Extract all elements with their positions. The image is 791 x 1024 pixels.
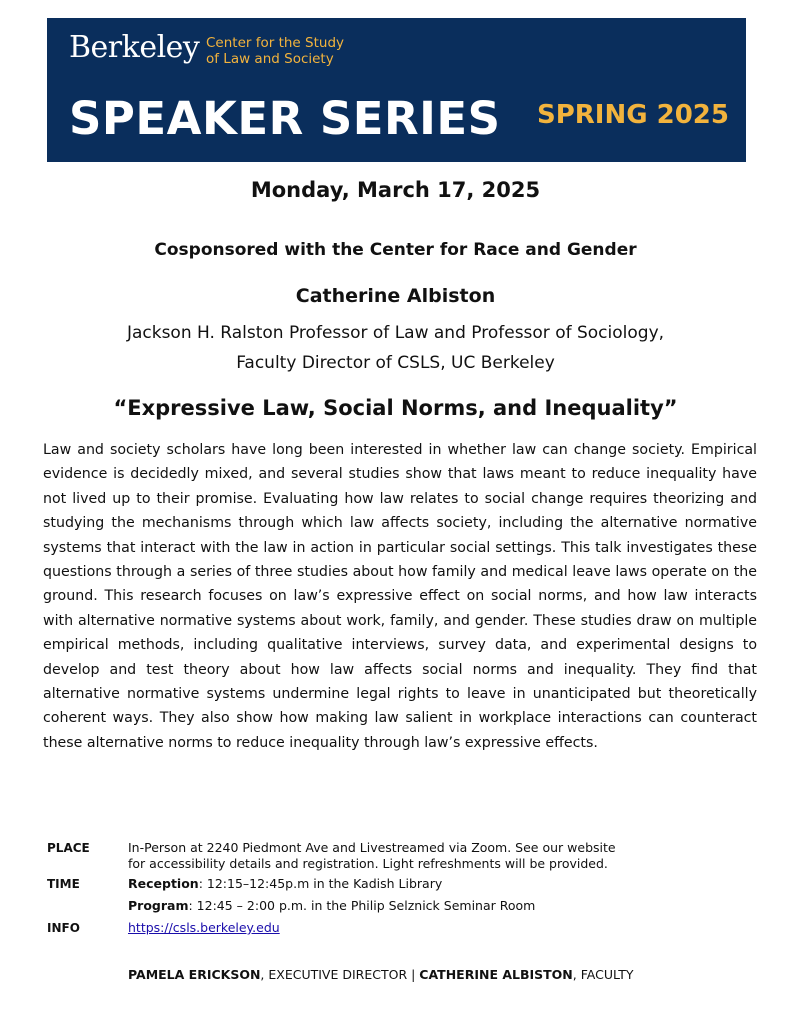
center-name [206,35,344,67]
faculty-director-name: CATHERINE ALBISTON [419,967,573,982]
place-value [128,840,747,872]
cosponsor-line: Cosponsored with the Center for Race and Gender [154,240,637,260]
time-value [128,876,747,914]
season-label: SPRING 2025 [537,100,729,130]
program-label: Program [128,898,189,913]
info-row [47,920,747,940]
time-row [47,876,747,920]
talk-title: “Expressive Law, Social Norms, and Inequality” [113,396,678,420]
talk-abstract: Law and society scholars have long been interested in whether law can change society. Empirical evidence is decidedly mixed, and several studies show that laws meant to reduce inequality have not lived up to their promise. Evaluating how law relates to social change requires theorizing and studying the mechanisms through which law affects society, including the alternative normative systems that interact with the law in action in particular social settings. This talk investigates these questions through a series of three studies about how family and medical leave laws operate on the ground. This research focuses on law’s expressive effect on social norms, and how law interacts with alternative normative systems about work, family, and gender. These studies draw on multiple empirical methods, including qualitative interviews, survey data, and experimental designs to develop and test theory about how law affects social norms and inequality. They find that alternative normative systems undermine legal rights to leave in unanticipated but theoretically coherent ways. They also show how making law salient in workplace interactions can counteract these alternative norms to reduce inequality through law’s expressive effects. [43,442,757,751]
event-details [47,840,747,940]
director-name: PAMELA ERICKSON [128,967,261,982]
place-label: PLACE [47,841,90,855]
speaker-name: Catherine Albiston [295,285,496,307]
place-line1: In-Person at 2240 Piedmont Ave and Livestreamed via Zoom. See our website [128,840,616,855]
program-line [128,898,747,914]
reception-line [128,876,747,892]
center-name-line2: of Law and Society [206,51,334,67]
time-label: TIME [47,877,80,891]
info-label: INFO [47,921,80,935]
berkeley-logo: Berkeley [69,30,200,65]
header-banner [47,18,746,162]
footer-contacts [128,967,633,982]
speaker-title [0,318,791,378]
place-line2: for accessibility details and registration. Light refreshments will be provided. [128,856,608,871]
center-name-line1: Center for the Study [206,35,345,51]
website-link[interactable]: https://csls.berkeley.edu [128,920,280,935]
reception-value: : 12:15–12:45p.m in the Kadish Library [198,876,443,891]
director-role: , EXECUTIVE DIRECTOR | [260,967,420,982]
speaker-title-line2: Faculty Director of CSLS, UC Berkeley [236,353,555,373]
faculty-director-role: , FACULTY [572,967,634,982]
event-date: Monday, March 17, 2025 [250,178,541,202]
program-value: : 12:45 – 2:00 p.m. in the Philip Selznick Seminar Room [188,898,536,913]
speaker-title-line1: Jackson H. Ralston Professor of Law and Professor of Sociology, [126,323,665,343]
series-title: SPEAKER SERIES [69,92,501,145]
reception-label: Reception [128,876,199,891]
place-row [47,840,747,876]
